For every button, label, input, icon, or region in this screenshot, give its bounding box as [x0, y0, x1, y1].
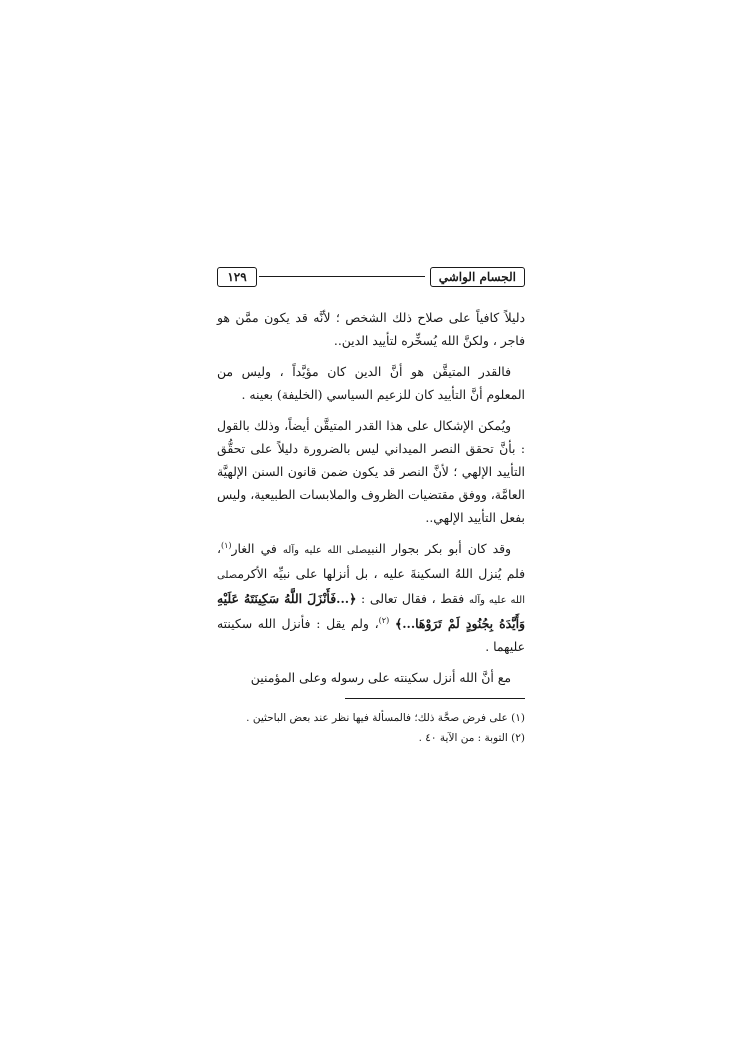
page-number: ١٢٩	[217, 267, 257, 287]
footnote-ref-1[interactable]: (١)	[221, 540, 232, 550]
book-page	[217, 266, 526, 744]
paragraph-2: فالقدر المتيقَّن هو أنَّ الدين كان مؤيَّداً ، وليس من المعلوم أنَّ التأييد كان للزعيم السياسي (الخليفة) بعينه .	[217, 364, 525, 402]
salawat-symbol: صلى الله عليه وآله	[217, 570, 525, 606]
footnote-2: (٢) التوبة : من الآية ٤٠ .	[418, 732, 525, 744]
footnote-ref-2[interactable]: (٢)	[378, 615, 390, 625]
paragraph-4-part-c: ، فلم يُنزل اللهُ السكينةَ عليه ، بل أنزلها على نبيِّه الأكرم	[217, 541, 525, 581]
running-header	[217, 266, 525, 288]
body-text	[217, 306, 525, 697]
paragraph-4-part-e: ، ولم يقل : فأنزل الله سكينته عليهما .	[217, 616, 525, 654]
footnote-separator	[345, 698, 525, 699]
paragraph-1: دليلاً كافياً على صلاح ذلك الشخص ؛ لأنَّه قد يكون ممَّن هو فاجر ، ولكنَّ الله يُسخِّره لتأييد الدين..	[217, 310, 525, 348]
paragraph-4-part-b: في الغار	[231, 541, 277, 556]
footnotes	[217, 708, 525, 748]
paragraph-3: ويُمكن الإشكال على هذا القدر المتيقَّن أيضاً، وذلك بالقول : بأنَّ تحقق النصر الميداني ليس بالضرورة دليلاً على تحقُّق التأييد الإلهي ؛ لأنَّ النصر قد يكون ضمن قانون السنن الإلهيَّة العامَّة، ووفق مقتضيات الظروف والملابسات الطبيعية، وليس بفعل التأييد الإلهي..	[217, 418, 525, 525]
footnote-1: (١) على فرض صحَّة ذلك؛ فالمسألة فيها نظر عند بعض الباحثين .	[246, 712, 525, 724]
header-rule	[259, 276, 425, 277]
header-title: الجسام الواشي	[430, 267, 525, 287]
paragraph-4-part-a: وقد كان أبو بكر بجوار النبي	[367, 541, 511, 556]
paragraph-5: مع أنَّ الله أنزل سكينته على رسوله وعلى المؤمنين	[250, 670, 511, 685]
paragraph-4-part-d: فقط ، فقال تعالى :	[361, 591, 465, 606]
salawat-symbol: صلى الله عليه وآله	[282, 545, 368, 556]
paragraph-4	[217, 537, 525, 658]
quran-verse: ﴿...فَأَنْزَلَ اللَّهُ سَكِينَتَهُ عَلَيْهِ وَأَيَّدَهُ بِجُنُودٍ لَمْ تَرَوْهَا...﴾	[217, 591, 526, 631]
